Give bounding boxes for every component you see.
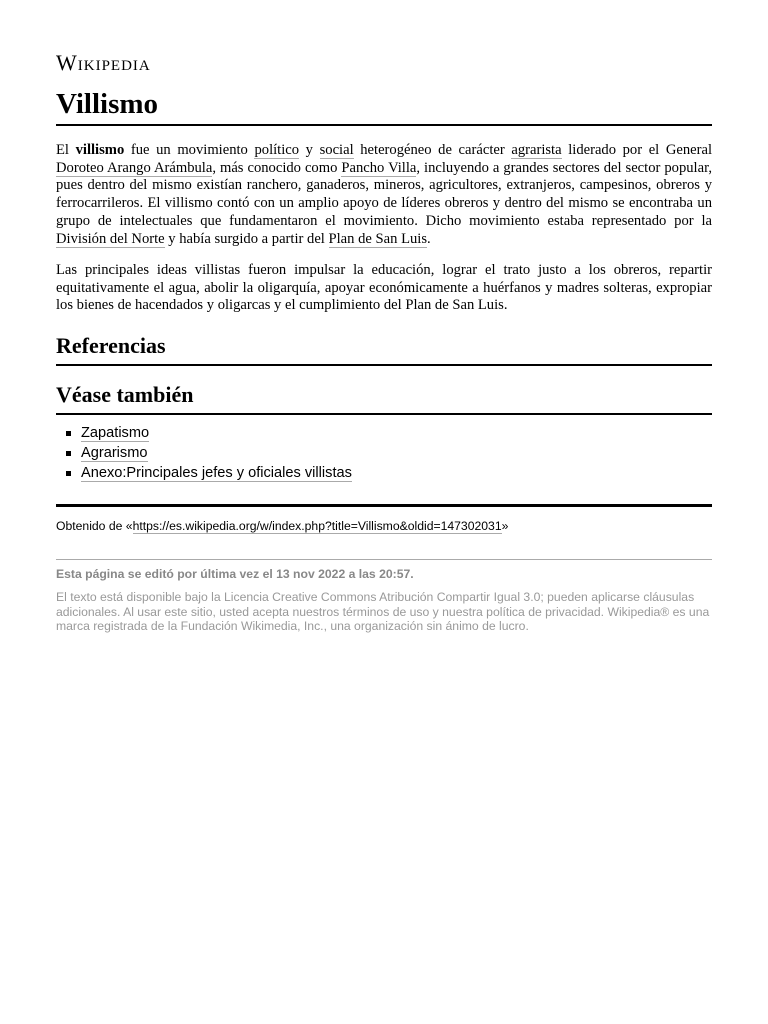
bullet-icon [66, 431, 71, 436]
link-social[interactable]: social [319, 142, 354, 158]
list-item [56, 463, 712, 483]
text-fragment: heterogéneo de carácter [353, 142, 512, 158]
list-item [56, 423, 712, 443]
section-heading-vease-tambien: Véase también [56, 381, 712, 415]
text-fragment: , más conocido como [212, 159, 342, 176]
link-division-del-norte[interactable]: División del Norte [56, 230, 165, 247]
intro-paragraph [56, 142, 712, 248]
retrieved-from [56, 518, 712, 534]
text-fragment: » [501, 519, 509, 533]
text-fragment: liderado por el General [561, 142, 713, 158]
text-fragment: Obtenido de « [56, 519, 133, 533]
bullet-icon [66, 471, 71, 476]
page-title: Villismo [56, 86, 712, 126]
last-edited-notice: Esta página se editó por última vez el 13 nov 2022 a las 20:57. [56, 567, 414, 581]
text-fragment: El [56, 142, 76, 158]
ideas-paragraph: Las principales ideas villistas fueron impulsar la educación, lograr el trato justo a los obreros, repartir equitativamente el agua, abolir la oligarquía, apoyar económicamente a huérfanos y madres solteras, expropiar los bienes de hacendados y oligarcas y el cumplimiento del Plan de San Luis. [56, 262, 712, 314]
link-agrarismo[interactable]: Agrarismo [81, 445, 148, 461]
footer-thin-divider [56, 559, 712, 560]
bold-term: villismo [75, 142, 125, 158]
text-fragment: y [299, 142, 320, 158]
license-notice: El texto está disponible bajo la Licencia Creative Commons Atribución Compartir Igual 3.0; pueden aplicarse cláusulas adicionales. Al usar este sitio, usted acepta nuestros términos de uso y nuestra política de privacidad. Wikipedia® es una marca registrada de la Fundación Wikimedia, Inc., una organización sin ánimo de lucro. [56, 590, 710, 633]
source-url-link[interactable]: https://es.wikipedia.org/w/index.php?title=Villismo&oldid=147302031 [132, 519, 502, 533]
text-fragment: , incluyendo a grandes sectores del sector popular, pues dentro del mismo existían ranchero, ganaderos, mineros, agricultores, extranjeros, campesinos, obreros y ferrocarrileros. El villismo contó con un amplio apoyo de líderes obreros y dentro del mismo se encontraba un grupo de intelectuales que fundamentaron el movimiento. Dicho movimiento estaba representado por la [56, 159, 712, 229]
section-heading-referencias: Referencias [56, 332, 712, 366]
link-pancho-villa[interactable]: Pancho Villa [341, 159, 417, 176]
list-item [56, 443, 712, 463]
text-fragment: fue un movimiento [124, 142, 255, 158]
link-plan-de-san-luis[interactable]: Plan de San Luis [328, 230, 428, 247]
link-doroteo-arango[interactable]: Doroteo Arango Arámbula [56, 159, 213, 176]
link-agrarista[interactable]: agrarista [511, 142, 562, 158]
link-politico[interactable]: político [254, 142, 300, 158]
text-fragment: . [427, 230, 431, 247]
bullet-icon [66, 451, 71, 456]
see-also-list [56, 423, 712, 483]
link-anexo-jefes-villistas[interactable]: Anexo:Principales jefes y oficiales villistas [81, 465, 352, 481]
link-zapatismo[interactable]: Zapatismo [81, 425, 150, 441]
text-fragment: y había surgido a partir del [164, 230, 329, 247]
footer-divider [56, 504, 712, 507]
wikipedia-logo[interactable]: Wikipedia [56, 50, 151, 75]
